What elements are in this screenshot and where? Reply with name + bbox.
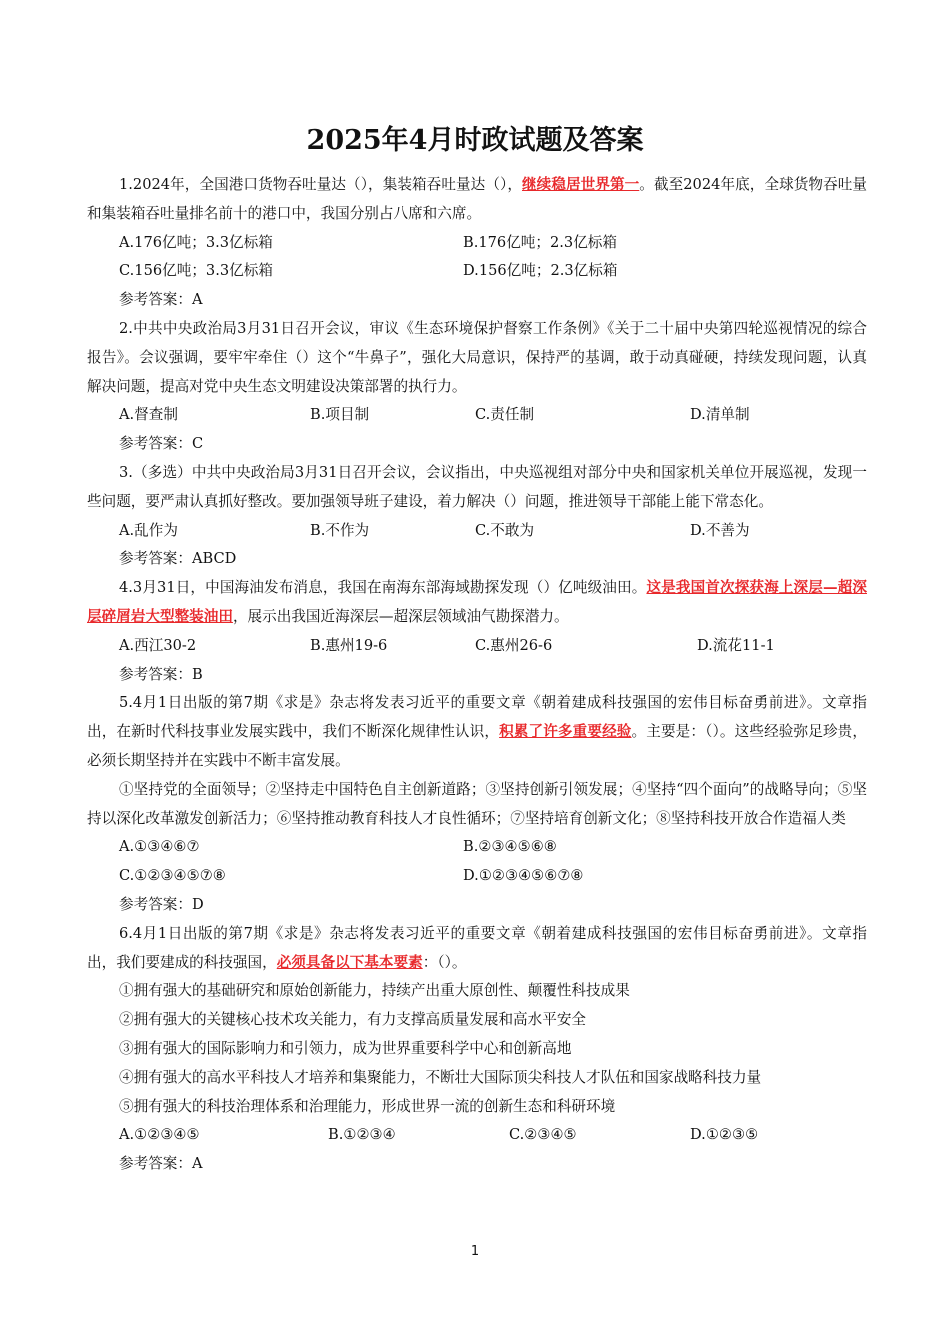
question-6-item-1: ①拥有强大的基础研究和原始创新能力，持续产出重大原创性、颠覆性科技成果 [119, 982, 630, 1000]
question-4-stem-a: 4.3月31日，中国海油发布消息，我国在南海东部海域勘探发现（）亿吨级油田。 [119, 579, 647, 597]
question-5-stem-b: 。主要是：（）。这些经验弥足珍贵，必须长期坚持并在实践中不断丰富发展。 [87, 723, 867, 769]
page-title: 2025年4月时政试题及答案 [306, 125, 644, 156]
question-3-answer [87, 545, 867, 574]
question-4-text [87, 574, 867, 632]
question-5-highlight: 积累了许多重要经验 [499, 723, 632, 741]
option-c: C.②③④⑤ [509, 1126, 577, 1144]
question-6-stem-a: 6.4月1日出版的第7期《求是》杂志将发表习近平的重要文章《朝着建成科技强国的宏伟目标奋勇前进》。文章指出，我们要建成的科技强国， [87, 924, 867, 971]
answer-label: 参考答案： [119, 550, 192, 568]
option-d: D.清单制 [690, 406, 750, 424]
question-4-answer [87, 661, 867, 690]
question-1-stem-a: 1.2024年，全国港口货物吞吐量达（），集装箱吞吐量达（）， [119, 176, 522, 193]
option-a: A.西江30-2 [119, 636, 197, 654]
option-c: C.不敢为 [475, 521, 535, 539]
question-6-highlight: 必须具备以下基本要素 [276, 953, 423, 971]
question-6-answer [87, 1150, 867, 1179]
page-number: 1 [470, 1244, 480, 1259]
question-3-options [87, 517, 867, 546]
option-b: B.176亿吨；2.3亿标箱 [463, 233, 617, 251]
question-4-stem-b: ，展示出我国近海深层—超深层领域油气勘探潜力。 [232, 607, 569, 625]
question-6-text [87, 920, 867, 978]
option-b: B.项目制 [310, 406, 370, 424]
question-1-options-row2 [87, 257, 867, 286]
question-5-answer [87, 891, 867, 920]
option-b: B.不作为 [310, 521, 370, 539]
question-1-answer [87, 286, 867, 315]
question-6-item-5: ⑤拥有强大的科技治理体系和治理能力，形成世界一流的创新生态和科研环境 [119, 1097, 616, 1115]
option-b: B.①②③④ [328, 1126, 396, 1144]
answer-value: B [191, 665, 203, 683]
answer-value: ABCD [191, 550, 237, 568]
question-5-items: ①坚持党的全面领导；②坚持走中国特色自主创新道路；③坚持创新引领发展；④坚持“四个面向”的战略导向；⑤坚持以深化改革激发创新活力；⑥坚持推动教育科技人才良性循环；⑦坚持培育创新文化；⑧坚持科技开放合作造福人类 [87, 780, 867, 827]
question-6-stem-b: ：（）。 [422, 953, 467, 971]
option-d: D.①②③④⑤⑥⑦⑧ [463, 867, 584, 885]
answer-label: 参考答案： [119, 291, 192, 309]
option-c: C.惠州26-6 [475, 636, 553, 654]
question-1-highlight: 继续稳居世界第一 [522, 176, 640, 193]
option-b: B.惠州19-6 [310, 636, 388, 654]
option-c: C.156亿吨；3.3亿标箱 [119, 262, 273, 280]
question-5-stem-a: 5.4月1日出版的第7期《求是》杂志将发表习近平的重要文章《朝着建成科技强国的宏伟目标奋勇前进》。文章指出，在新时代科技事业发展实践中，我们不断深化规律性认识， [87, 694, 867, 741]
question-2-text: 2.中共中央政治局3月31日召开会议，审议《生态环境保护督察工作条例》《关于二十届中央第四轮巡视情况的综合报告》。会议强调，要牢牢牵住（）这个“牛鼻子”，强化大局意识，保持严的基调，敢于动真碰硬，持续发现问题，认真解决问题，提高对党中央生态文明建设决策部署的执行力。 [87, 319, 867, 395]
question-4-options [87, 632, 867, 661]
question-6-item-3: ③拥有强大的国际影响力和引领力，成为世界重要科学中心和创新高地 [119, 1039, 572, 1057]
option-b: B.②③④⑤⑥⑧ [463, 838, 557, 856]
answer-value: D [191, 895, 204, 913]
question-3-text: 3.（多选）中共中央政治局3月31日召开会议，会议指出，中央巡视组对部分中央和国家机关单位开展巡视，发现一些问题，要严肃认真抓好整改。要加强领导班子建设，着力解决（）问题，推进领导干部能上能下常态化。 [87, 463, 867, 510]
question-5-options [87, 833, 867, 862]
option-d: D.流花11-1 [697, 636, 775, 654]
answer-label: 参考答案： [119, 1155, 192, 1173]
question-6-item-4: ④拥有强大的高水平科技人才培养和集聚能力，不断壮大国际顶尖科技人才队伍和国家战略科技力量 [119, 1068, 762, 1086]
answer-label: 参考答案： [119, 435, 192, 453]
option-c: C.责任制 [475, 406, 535, 424]
question-2-answer [87, 430, 867, 459]
answer-value: A [191, 291, 203, 309]
answer-label: 参考答案： [119, 665, 192, 683]
question-6-item-2: ②拥有强大的关键核心技术攻关能力，有力支撑高质量发展和高水平安全 [119, 1011, 587, 1029]
question-5-options-row2 [87, 862, 867, 891]
question-6-options [87, 1121, 867, 1150]
question-1-text [87, 171, 867, 229]
question-1-options [87, 229, 867, 258]
option-a: A.176亿吨；3.3亿标箱 [119, 233, 273, 251]
question-4-highlight: 这是我国首次探获海上深层—超深层碎屑岩大型整装油田 [87, 579, 867, 625]
answer-value: C [191, 435, 204, 453]
option-a: A.①②③④⑤ [119, 1126, 200, 1144]
answer-label: 参考答案： [119, 895, 192, 913]
question-2-options [87, 401, 867, 430]
answer-value: A [191, 1155, 203, 1173]
option-a: A.乱作为 [119, 521, 178, 539]
option-a: A.①③④⑥⑦ [119, 838, 200, 856]
option-c: C.①②③④⑤⑦⑧ [119, 867, 226, 885]
question-list [87, 171, 867, 1179]
option-d: D.156亿吨；2.3亿标箱 [463, 262, 618, 280]
question-5-text [87, 689, 867, 775]
option-d: D.不善为 [690, 521, 750, 539]
question-1-stem-b: 。截至2024年底，全球货物吞吐量和集装箱吞吐量排名前十的港口中，我国分别占八席和六席。 [87, 176, 867, 222]
option-a: A.督查制 [119, 406, 178, 424]
option-d: D.①②③⑤ [690, 1126, 759, 1144]
